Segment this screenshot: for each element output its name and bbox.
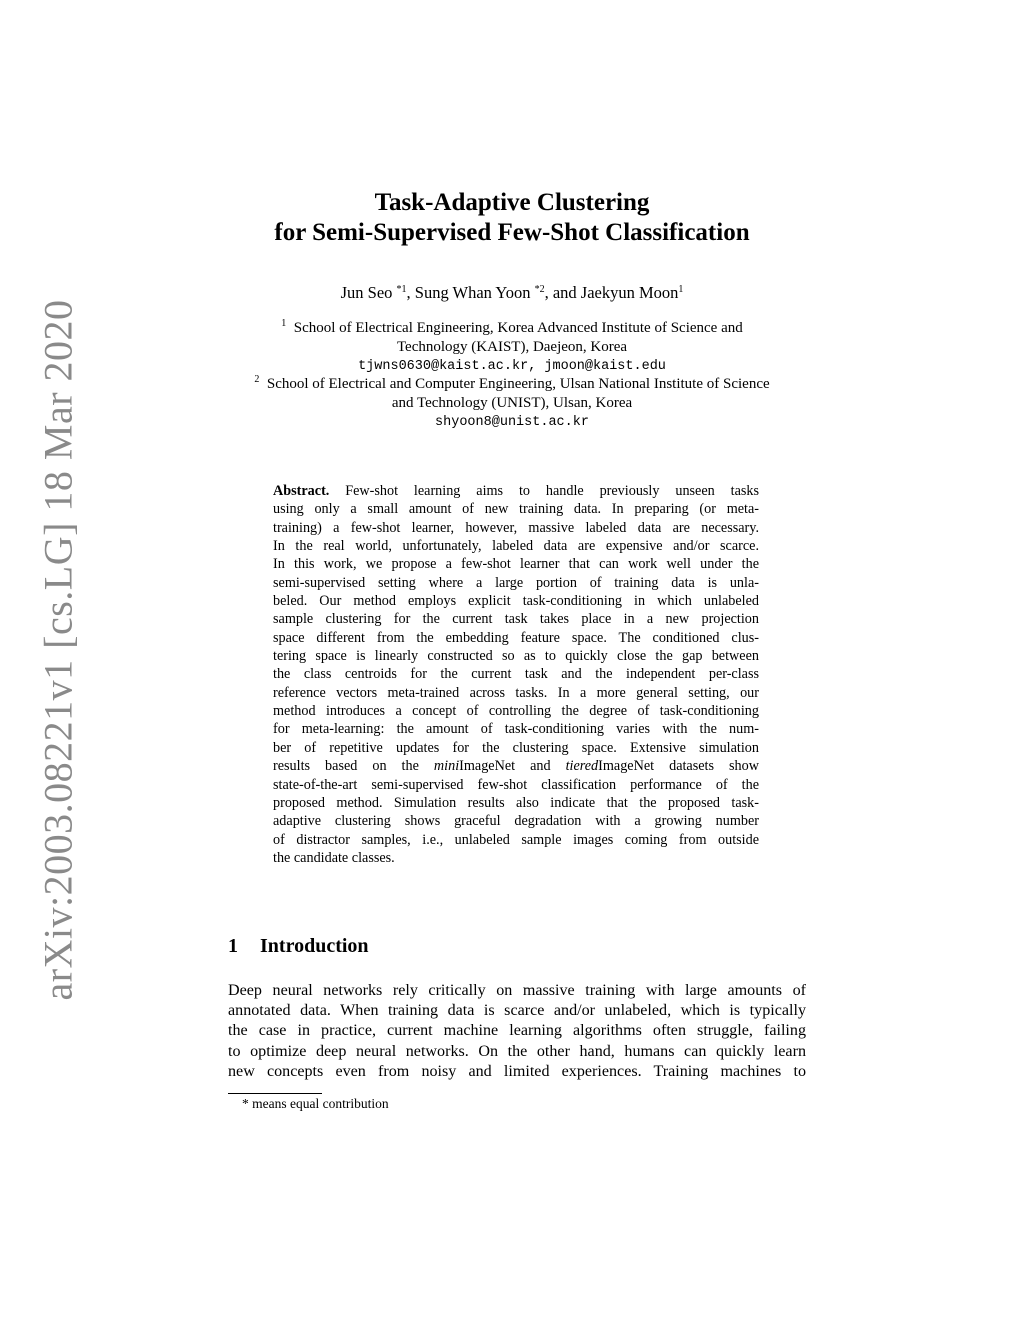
- affiliation-2-email: shyoon8@unist.ac.kr: [435, 415, 589, 430]
- intro-line: to optimize deep neural networks. On the other hand, humans can quickly learn: [228, 1042, 806, 1060]
- abstract-line: the class centroids for the current task and the independent per-class: [273, 666, 759, 683]
- intro-line: new concepts even from noisy and limited experiences. Training machines to: [228, 1062, 806, 1080]
- abstract-line: semi-supervised setting where a large portion of training data is unla-: [273, 574, 759, 591]
- abstract-line: ber of repetitive updates for the clustering space. Extensive simulation: [273, 739, 759, 756]
- affiliation-1-mark: 1: [281, 318, 287, 329]
- section-heading: [228, 935, 369, 958]
- abstract-line: training) a few-shot learner, however, massive labeled data are necessary.: [273, 519, 759, 536]
- affiliation-2-line-1: $^2$ School of Electrical and Computer Engineering, Ulsan National Institute of Science: [254, 374, 770, 392]
- affiliation-1-email: tjwns0630@kaist.ac.kr, jmoon@kaist.edu: [358, 359, 666, 374]
- abstract-line: proposed method. Simulation results also indicate that the proposed task-: [273, 794, 759, 811]
- introduction-paragraph: [228, 981, 806, 1082]
- author-1: Jun Seo: [340, 283, 397, 302]
- affiliation-2-mark: 2: [254, 374, 260, 385]
- footnote-rule: [228, 1093, 322, 1094]
- section-number: 1: [228, 935, 238, 957]
- affiliation-1-line-1: $^1$ School of Electrical Engineering, Korea Advanced Institute of Science and: [281, 318, 743, 336]
- abstract-line: reference vectors meta-trained across tasks. In a more general setting, our: [273, 684, 759, 701]
- author-2-mark: *2: [534, 284, 545, 295]
- abstract-line: space different from the embedding feature space. The conditioned clus-: [273, 629, 759, 646]
- abstract: [273, 482, 759, 867]
- affiliation-1-line-2: Technology (KAIST), Daejeon, Korea: [396, 339, 628, 355]
- abstract-label: Abstract.: [273, 483, 330, 499]
- abstract-line: for meta-learning: the amount of task-conditioning varies with the num-: [273, 721, 759, 738]
- abstract-line: In this work, we propose a few-shot learner that can work well under the: [273, 556, 759, 573]
- footnote-mark: *: [242, 1096, 249, 1111]
- tiered-imagenet-italic: tiered: [565, 758, 599, 775]
- abstract-line: method introduces a concept of controlling the degree of task-conditioning: [273, 703, 759, 720]
- author-3: , and Jaekyun Moon: [544, 283, 679, 302]
- footnote: [242, 1096, 389, 1112]
- intro-line: the case in practice, current machine learning algorithms often struggle, failing: [228, 1022, 806, 1040]
- abstract-line: state-of-the-art semi-supervised few-shot classification performance of the: [273, 776, 759, 793]
- mini-imagenet-italic: mini: [433, 758, 460, 775]
- arxiv-identifier-stamp: arXiv:2003.08221v1 [cs.LG] 18 Mar 2020: [35, 299, 81, 1001]
- abstract-line: Abstract. Few-shot learning aims to handle previously unseen tasks: [273, 483, 759, 499]
- abstract-line: of distractor samples, i.e., unlabeled sample images coming from outside: [273, 831, 759, 848]
- paper-title-line-1: Task-Adaptive Clustering: [374, 189, 650, 216]
- footnote-text: means equal contribution: [248, 1096, 389, 1111]
- abstract-line: the candidate classes.: [273, 849, 395, 866]
- intro-line: Deep neural networks rely critically on massive training with large amounts of: [228, 982, 806, 999]
- abstract-line: results based on the miniImageNet and tieredImageNet datasets show: [273, 758, 759, 775]
- abstract-line: adaptive clustering shows graceful degradation with a growing number: [273, 813, 759, 830]
- author-3-mark: 1: [678, 284, 684, 295]
- section-title: Introduction: [260, 935, 369, 957]
- author-1-mark: *1: [396, 284, 407, 295]
- author-2: , Sung Whan Yoon: [406, 283, 535, 302]
- author-list: [0, 283, 1024, 303]
- intro-line: annotated data. When training data is scarce and/or unlabeled, which is typically: [228, 1002, 806, 1020]
- paper-title-line-2: for Semi-Supervised Few-Shot Classification: [274, 219, 750, 246]
- abstract-line: In the real world, unfortunately, labeled data are expensive and/or scarce.: [273, 538, 759, 555]
- abstract-line: using only a small amount of new training data. In preparing (or meta-: [273, 501, 759, 518]
- abstract-line: beled. Our method employs explicit task-conditioning in which unlabeled: [273, 593, 759, 610]
- abstract-line: sample clustering for the current task takes place in a new projection: [273, 611, 759, 628]
- affiliation-2-line-2: and Technology (UNIST), Ulsan, Korea: [391, 395, 633, 411]
- abstract-line: tering space is linearly constructed so as to quickly close the gap between: [273, 648, 759, 665]
